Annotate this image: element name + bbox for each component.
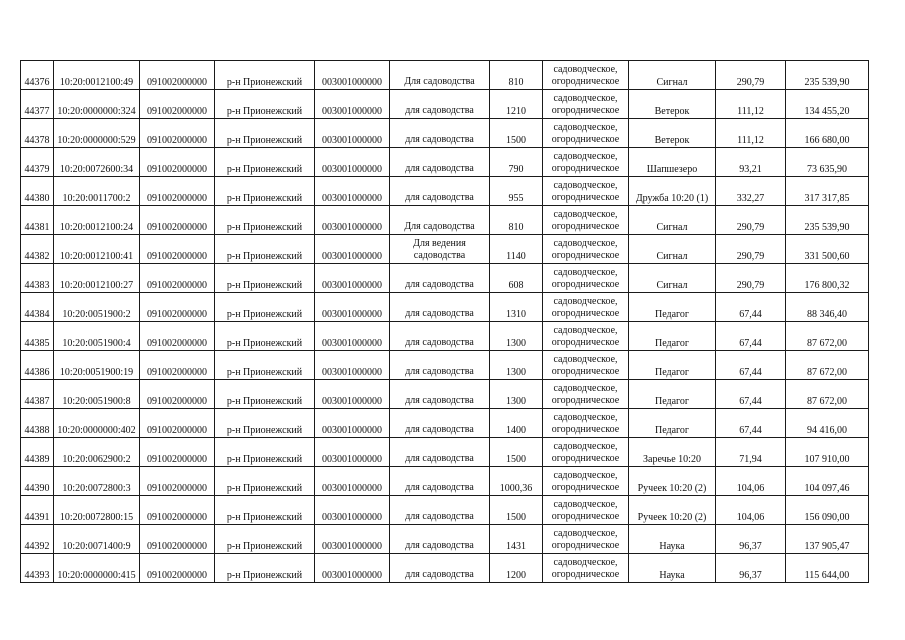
district-cell: р-н Прионежский — [215, 148, 315, 177]
land-use-type-cell: садоводческое, огородническое — [543, 380, 629, 409]
permitted-use-cell: для садоводства — [390, 554, 490, 583]
association-cell: Заречье 10:20 — [629, 438, 716, 467]
permitted-use-cell: для садоводства — [390, 438, 490, 467]
category-code-cell: 003001000000 — [315, 148, 390, 177]
cadastral-value-cell: 115 644,00 — [786, 554, 869, 583]
district-cell: р-н Прионежский — [215, 380, 315, 409]
area-cell: 1431 — [490, 525, 543, 554]
permitted-use-cell: Для ведения садоводства — [390, 235, 490, 264]
okato-code-cell: 091002000000 — [140, 351, 215, 380]
specific-value-cell: 104,06 — [716, 496, 786, 525]
permitted-use-cell: для садоводства — [390, 467, 490, 496]
district-cell: р-н Прионежский — [215, 90, 315, 119]
okato-code-cell: 091002000000 — [140, 467, 215, 496]
cadastral-number-cell: 10:20:0071400:9 — [54, 525, 140, 554]
cadastral-value-cell: 107 910,00 — [786, 438, 869, 467]
category-code-cell: 003001000000 — [315, 525, 390, 554]
land-use-type-cell: садоводческое, огородническое — [543, 293, 629, 322]
permitted-use-cell: Для садоводства — [390, 206, 490, 235]
land-use-type-cell: садоводческое, огородническое — [543, 61, 629, 90]
association-cell: Наука — [629, 525, 716, 554]
okato-code-cell: 091002000000 — [140, 525, 215, 554]
district-cell: р-н Прионежский — [215, 293, 315, 322]
cadastral-number-cell: 10:20:0072600:34 — [54, 148, 140, 177]
category-code-cell: 003001000000 — [315, 380, 390, 409]
permitted-use-cell: для садоводства — [390, 322, 490, 351]
cadastral-value-cell: 156 090,00 — [786, 496, 869, 525]
specific-value-cell: 96,37 — [716, 554, 786, 583]
permitted-use-cell: для садоводства — [390, 264, 490, 293]
land-use-type-cell: садоводческое, огородническое — [543, 554, 629, 583]
specific-value-cell: 93,21 — [716, 148, 786, 177]
okato-code-cell: 091002000000 — [140, 235, 215, 264]
district-cell: р-н Прионежский — [215, 409, 315, 438]
permitted-use-cell: для садоводства — [390, 496, 490, 525]
row-number-cell: 44391 — [21, 496, 54, 525]
okato-code-cell: 091002000000 — [140, 90, 215, 119]
row-number-cell: 44388 — [21, 409, 54, 438]
land-use-type-cell: садоводческое, огородническое — [543, 409, 629, 438]
district-cell: р-н Прионежский — [215, 119, 315, 148]
district-cell: р-н Прионежский — [215, 322, 315, 351]
category-code-cell: 003001000000 — [315, 351, 390, 380]
association-cell: Сигнал — [629, 264, 716, 293]
cadastral-number-cell: 10:20:0072800:3 — [54, 467, 140, 496]
table-row — [21, 264, 869, 293]
land-use-type-cell: садоводческое, огородническое — [543, 467, 629, 496]
cadastral-value-cell: 87 672,00 — [786, 380, 869, 409]
table-row — [21, 119, 869, 148]
okato-code-cell: 091002000000 — [140, 554, 215, 583]
cadastral-number-cell: 10:20:0000000:415 — [54, 554, 140, 583]
land-use-type-cell: садоводческое, огородническое — [543, 322, 629, 351]
area-cell: 1500 — [490, 496, 543, 525]
category-code-cell: 003001000000 — [315, 554, 390, 583]
row-number-cell: 44383 — [21, 264, 54, 293]
cadastral-number-cell: 10:20:0011700:2 — [54, 177, 140, 206]
okato-code-cell: 091002000000 — [140, 496, 215, 525]
category-code-cell: 003001000000 — [315, 496, 390, 525]
land-use-type-cell: садоводческое, огородническое — [543, 264, 629, 293]
table-row — [21, 235, 869, 264]
specific-value-cell: 111,12 — [716, 90, 786, 119]
association-cell: Ручеек 10:20 (2) — [629, 467, 716, 496]
category-code-cell: 003001000000 — [315, 119, 390, 148]
land-use-type-cell: садоводческое, огородническое — [543, 351, 629, 380]
permitted-use-cell: для садоводства — [390, 90, 490, 119]
area-cell: 608 — [490, 264, 543, 293]
table-row — [21, 409, 869, 438]
land-use-type-cell: садоводческое, огородническое — [543, 119, 629, 148]
cadastral-number-cell: 10:20:0051900:19 — [54, 351, 140, 380]
okato-code-cell: 091002000000 — [140, 438, 215, 467]
area-cell: 1300 — [490, 322, 543, 351]
association-cell: Сигнал — [629, 206, 716, 235]
cadastral-value-cell: 331 500,60 — [786, 235, 869, 264]
area-cell: 1400 — [490, 409, 543, 438]
area-cell: 1500 — [490, 438, 543, 467]
cadastral-value-cell: 235 539,90 — [786, 61, 869, 90]
row-number-cell: 44377 — [21, 90, 54, 119]
table-row — [21, 148, 869, 177]
okato-code-cell: 091002000000 — [140, 177, 215, 206]
cadastral-number-cell: 10:20:0000000:529 — [54, 119, 140, 148]
district-cell: р-н Прионежский — [215, 61, 315, 90]
specific-value-cell: 111,12 — [716, 119, 786, 148]
cadastral-number-cell: 10:20:0012100:41 — [54, 235, 140, 264]
association-cell: Шапшезеро — [629, 148, 716, 177]
area-cell: 1210 — [490, 90, 543, 119]
category-code-cell: 003001000000 — [315, 90, 390, 119]
category-code-cell: 003001000000 — [315, 235, 390, 264]
permitted-use-cell: для садоводства — [390, 177, 490, 206]
cadastral-number-cell: 10:20:0072800:15 — [54, 496, 140, 525]
category-code-cell: 003001000000 — [315, 177, 390, 206]
specific-value-cell: 290,79 — [716, 206, 786, 235]
permitted-use-cell: для садоводства — [390, 293, 490, 322]
table-row — [21, 293, 869, 322]
okato-code-cell: 091002000000 — [140, 322, 215, 351]
district-cell: р-н Прионежский — [215, 351, 315, 380]
row-number-cell: 44386 — [21, 351, 54, 380]
row-number-cell: 44384 — [21, 293, 54, 322]
row-number-cell: 44382 — [21, 235, 54, 264]
district-cell: р-н Прионежский — [215, 206, 315, 235]
cadastral-value-cell: 166 680,00 — [786, 119, 869, 148]
permitted-use-cell: для садоводства — [390, 119, 490, 148]
cadastral-number-cell: 10:20:0012100:49 — [54, 61, 140, 90]
cadastral-number-cell: 10:20:0051900:4 — [54, 322, 140, 351]
cadastral-value-cell: 94 416,00 — [786, 409, 869, 438]
district-cell: р-н Прионежский — [215, 554, 315, 583]
row-number-cell: 44379 — [21, 148, 54, 177]
land-register-table — [20, 60, 869, 583]
area-cell: 1200 — [490, 554, 543, 583]
cadastral-number-cell: 10:20:0000000:402 — [54, 409, 140, 438]
okato-code-cell: 091002000000 — [140, 206, 215, 235]
district-cell: р-н Прионежский — [215, 496, 315, 525]
specific-value-cell: 67,44 — [716, 409, 786, 438]
table-row — [21, 496, 869, 525]
district-cell: р-н Прионежский — [215, 525, 315, 554]
table-row — [21, 554, 869, 583]
area-cell: 955 — [490, 177, 543, 206]
okato-code-cell: 091002000000 — [140, 264, 215, 293]
cadastral-value-cell: 134 455,20 — [786, 90, 869, 119]
okato-code-cell: 091002000000 — [140, 148, 215, 177]
land-use-type-cell: садоводческое, огородническое — [543, 525, 629, 554]
cadastral-number-cell: 10:20:0000000:324 — [54, 90, 140, 119]
association-cell: Наука — [629, 554, 716, 583]
cadastral-value-cell: 317 317,85 — [786, 177, 869, 206]
table-row — [21, 177, 869, 206]
area-cell: 810 — [490, 206, 543, 235]
association-cell: Ветерок — [629, 90, 716, 119]
association-cell: Ручеек 10:20 (2) — [629, 496, 716, 525]
category-code-cell: 003001000000 — [315, 293, 390, 322]
association-cell: Ветерок — [629, 119, 716, 148]
cadastral-value-cell: 235 539,90 — [786, 206, 869, 235]
cadastral-value-cell: 104 097,46 — [786, 467, 869, 496]
area-cell: 810 — [490, 61, 543, 90]
association-cell: Сигнал — [629, 61, 716, 90]
permitted-use-cell: для садоводства — [390, 148, 490, 177]
permitted-use-cell: Для садоводства — [390, 61, 490, 90]
cadastral-number-cell: 10:20:0012100:24 — [54, 206, 140, 235]
okato-code-cell: 091002000000 — [140, 61, 215, 90]
specific-value-cell: 290,79 — [716, 264, 786, 293]
specific-value-cell: 332,27 — [716, 177, 786, 206]
row-number-cell: 44380 — [21, 177, 54, 206]
specific-value-cell: 104,06 — [716, 467, 786, 496]
category-code-cell: 003001000000 — [315, 264, 390, 293]
association-cell: Педагог — [629, 351, 716, 380]
association-cell: Педагог — [629, 380, 716, 409]
area-cell: 1300 — [490, 351, 543, 380]
land-use-type-cell: садоводческое, огородническое — [543, 206, 629, 235]
association-cell: Сигнал — [629, 235, 716, 264]
okato-code-cell: 091002000000 — [140, 409, 215, 438]
row-number-cell: 44385 — [21, 322, 54, 351]
table-row — [21, 322, 869, 351]
district-cell: р-н Прионежский — [215, 467, 315, 496]
cadastral-number-cell: 10:20:0012100:27 — [54, 264, 140, 293]
row-number-cell: 44376 — [21, 61, 54, 90]
specific-value-cell: 67,44 — [716, 380, 786, 409]
specific-value-cell: 67,44 — [716, 351, 786, 380]
okato-code-cell: 091002000000 — [140, 380, 215, 409]
specific-value-cell: 67,44 — [716, 293, 786, 322]
category-code-cell: 003001000000 — [315, 61, 390, 90]
specific-value-cell: 96,37 — [716, 525, 786, 554]
permitted-use-cell: для садоводства — [390, 409, 490, 438]
land-use-type-cell: садоводческое, огородническое — [543, 438, 629, 467]
table-body — [21, 61, 869, 583]
category-code-cell: 003001000000 — [315, 467, 390, 496]
land-use-type-cell: садоводческое, огородническое — [543, 177, 629, 206]
row-number-cell: 44390 — [21, 467, 54, 496]
table-row — [21, 61, 869, 90]
land-use-type-cell: садоводческое, огородническое — [543, 496, 629, 525]
category-code-cell: 003001000000 — [315, 206, 390, 235]
area-cell: 1310 — [490, 293, 543, 322]
association-cell: Педагог — [629, 293, 716, 322]
cadastral-value-cell: 137 905,47 — [786, 525, 869, 554]
cadastral-value-cell: 87 672,00 — [786, 322, 869, 351]
row-number-cell: 44381 — [21, 206, 54, 235]
cadastral-number-cell: 10:20:0051900:2 — [54, 293, 140, 322]
table-row — [21, 90, 869, 119]
district-cell: р-н Прионежский — [215, 264, 315, 293]
category-code-cell: 003001000000 — [315, 322, 390, 351]
category-code-cell: 003001000000 — [315, 409, 390, 438]
area-cell: 1500 — [490, 119, 543, 148]
area-cell: 790 — [490, 148, 543, 177]
table-row — [21, 380, 869, 409]
table-row — [21, 525, 869, 554]
association-cell: Дружба 10:20 (1) — [629, 177, 716, 206]
area-cell: 1140 — [490, 235, 543, 264]
association-cell: Педагог — [629, 409, 716, 438]
row-number-cell: 44389 — [21, 438, 54, 467]
specific-value-cell: 290,79 — [716, 61, 786, 90]
okato-code-cell: 091002000000 — [140, 293, 215, 322]
specific-value-cell: 67,44 — [716, 322, 786, 351]
permitted-use-cell: для садоводства — [390, 380, 490, 409]
permitted-use-cell: для садоводства — [390, 351, 490, 380]
specific-value-cell: 290,79 — [716, 235, 786, 264]
cadastral-number-cell: 10:20:0062900:2 — [54, 438, 140, 467]
cadastral-value-cell: 88 346,40 — [786, 293, 869, 322]
table-row — [21, 438, 869, 467]
row-number-cell: 44387 — [21, 380, 54, 409]
table-row — [21, 467, 869, 496]
row-number-cell: 44378 — [21, 119, 54, 148]
area-cell: 1300 — [490, 380, 543, 409]
land-use-type-cell: садоводческое, огородническое — [543, 90, 629, 119]
row-number-cell: 44392 — [21, 525, 54, 554]
table-row — [21, 351, 869, 380]
specific-value-cell: 71,94 — [716, 438, 786, 467]
category-code-cell: 003001000000 — [315, 438, 390, 467]
cadastral-value-cell: 73 635,90 — [786, 148, 869, 177]
district-cell: р-н Прионежский — [215, 438, 315, 467]
table-row — [21, 206, 869, 235]
district-cell: р-н Прионежский — [215, 177, 315, 206]
cadastral-number-cell: 10:20:0051900:8 — [54, 380, 140, 409]
cadastral-value-cell: 87 672,00 — [786, 351, 869, 380]
association-cell: Педагог — [629, 322, 716, 351]
area-cell: 1000,36 — [490, 467, 543, 496]
land-use-type-cell: садоводческое, огородническое — [543, 148, 629, 177]
permitted-use-cell: для садоводства — [390, 525, 490, 554]
row-number-cell: 44393 — [21, 554, 54, 583]
district-cell: р-н Прионежский — [215, 235, 315, 264]
cadastral-value-cell: 176 800,32 — [786, 264, 869, 293]
okato-code-cell: 091002000000 — [140, 119, 215, 148]
land-use-type-cell: садоводческое, огородническое — [543, 235, 629, 264]
